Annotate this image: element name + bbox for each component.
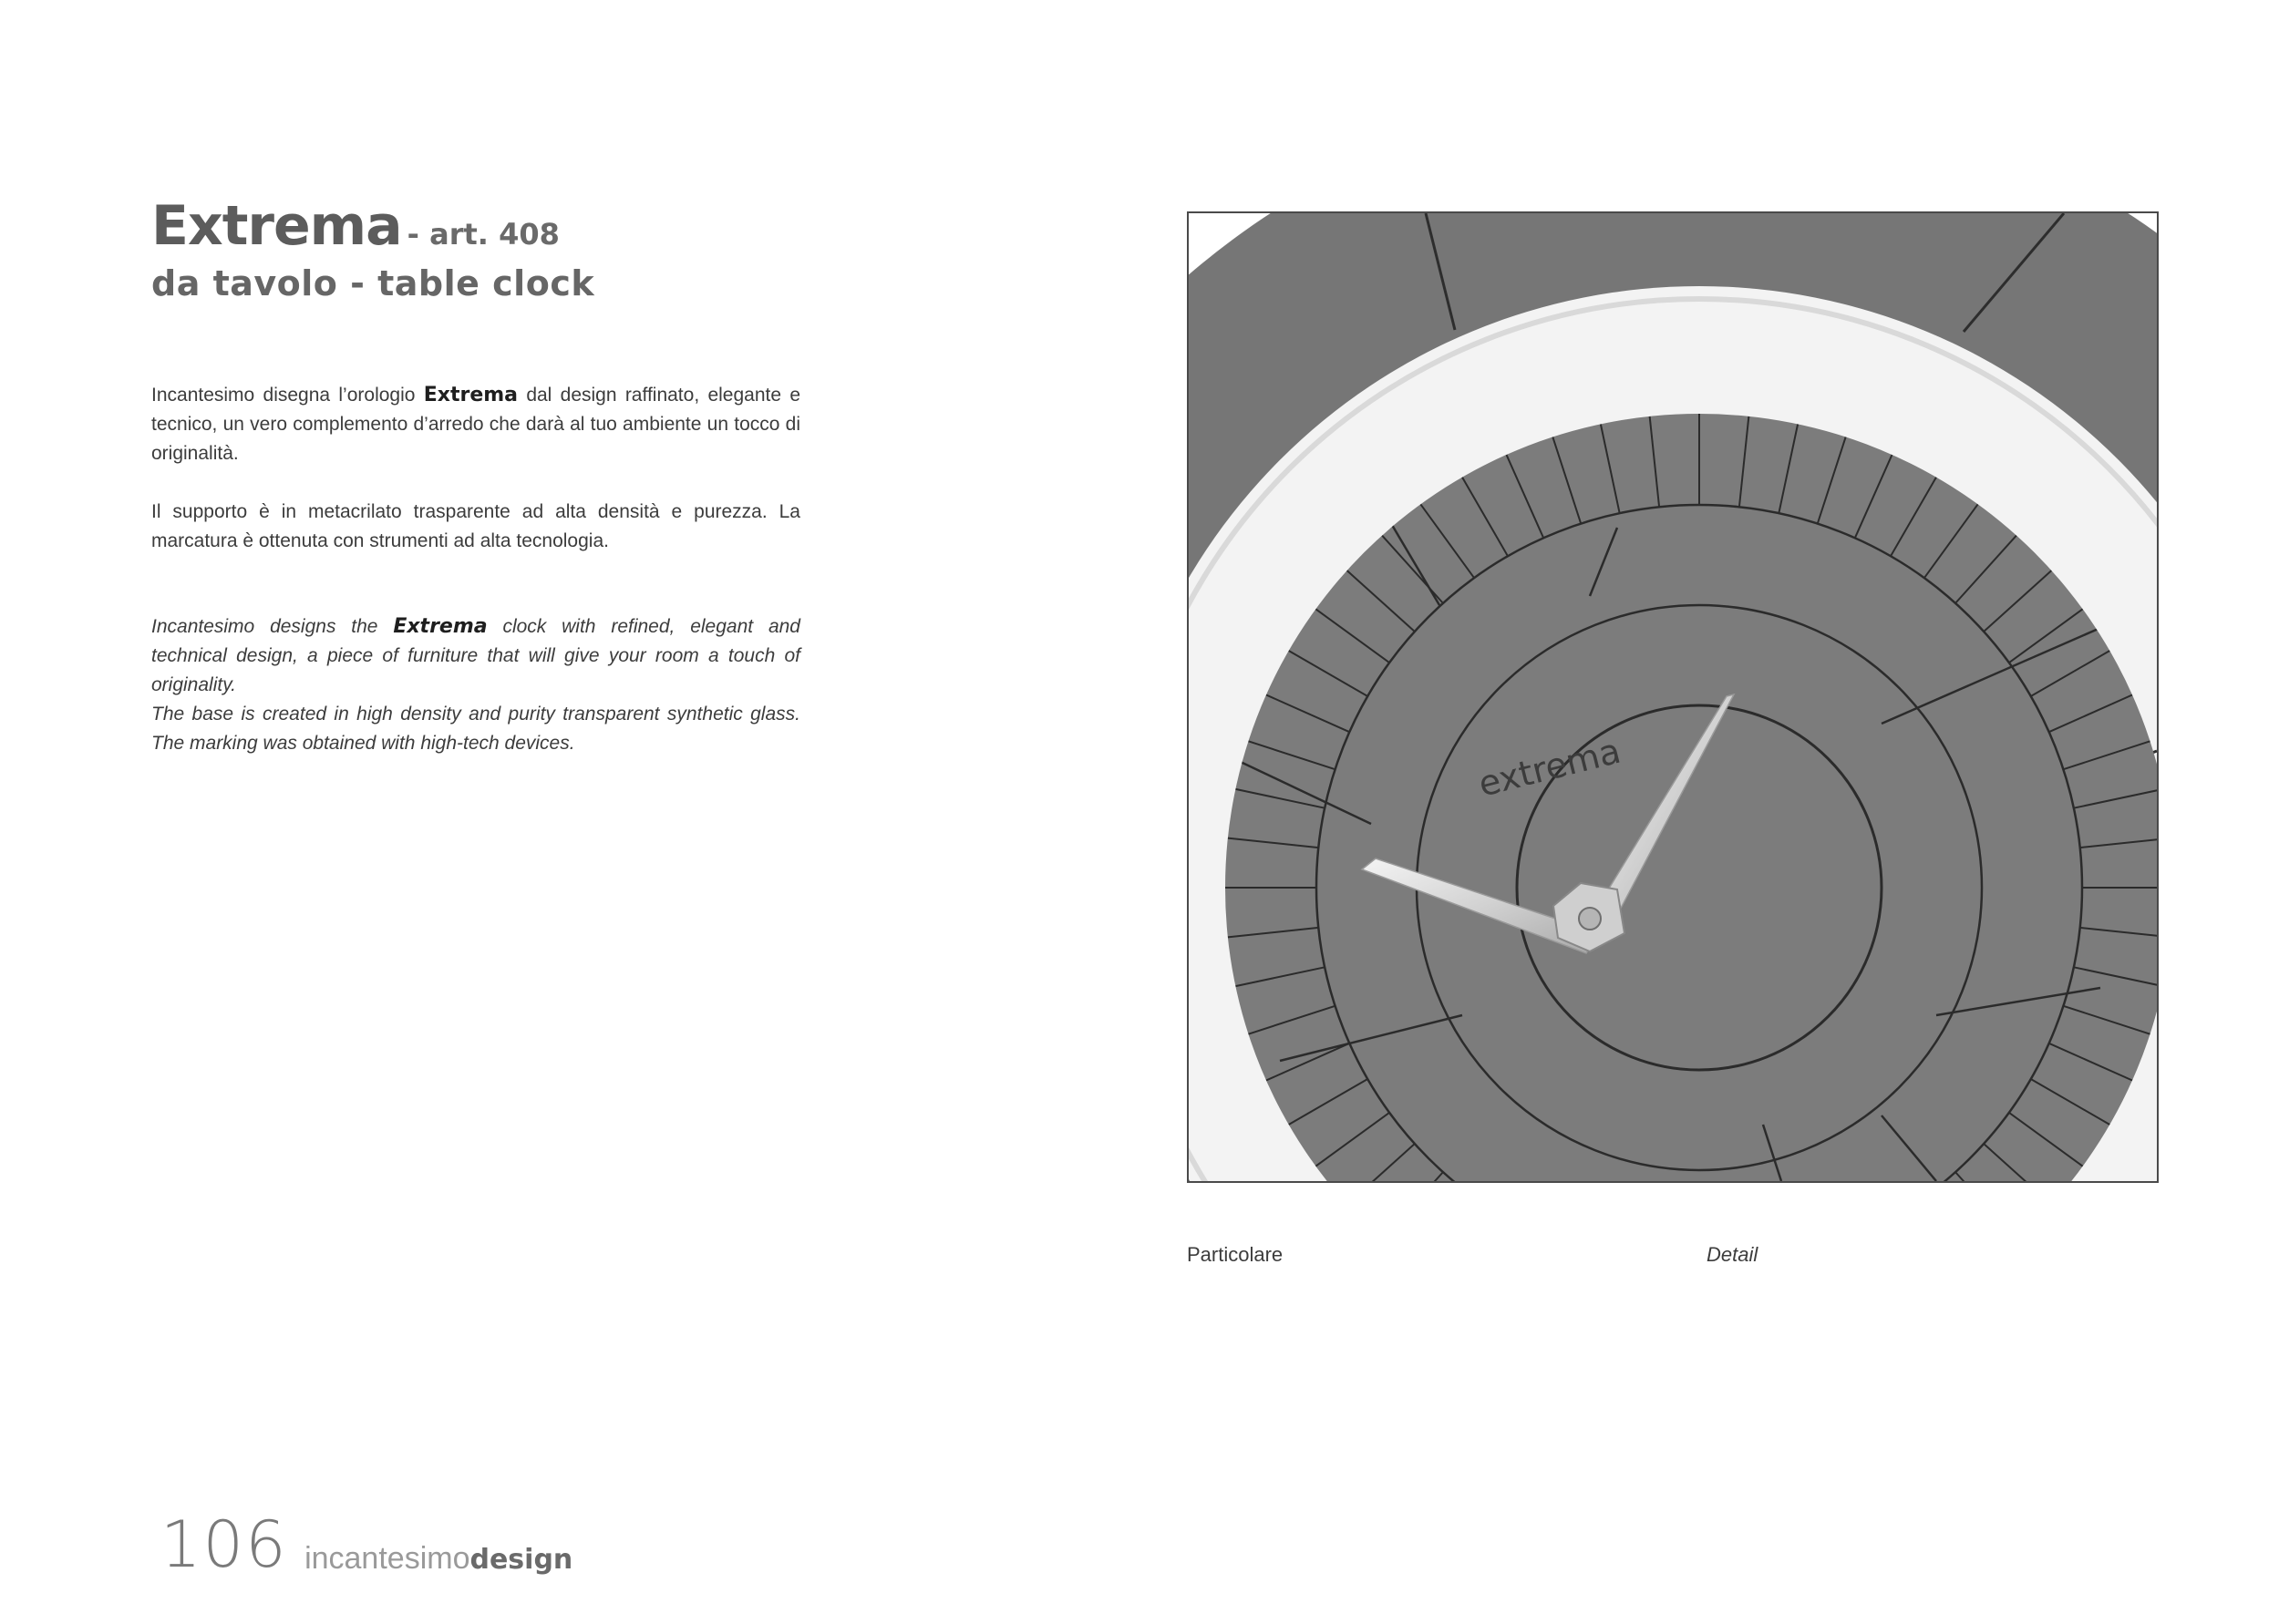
desc-it-text-b: dal design raffinato, elegante e tecnico, un vero complemento d’arredo che darà al tuo ambiente un tocco di originalità. — [151, 385, 800, 464]
caption-english: Detail — [1707, 1243, 1758, 1266]
desc-en-product-name: Extrema — [393, 615, 488, 638]
desc-it-text-c: Il supporto è in metacrilato trasparente ad alta densità e purezza. La marcatura è ottenuta con strumenti ad alta tecnologia. — [151, 501, 800, 551]
desc-en-text-b: clock with refined, elegant and technical design, a piece of furniture that will give your room a touch of originality. — [151, 616, 800, 695]
description-it-paragraph-2 — [151, 498, 800, 556]
dial-brand-mark: extrema — [1474, 730, 1625, 805]
article-number: - art. 408 — [407, 217, 560, 252]
description-it-paragraph-1 — [151, 381, 800, 468]
desc-en-text-a: Incantesimo designs the — [151, 616, 394, 637]
clock-detail-photo — [1187, 211, 2159, 1183]
product-title: Extrema — [151, 194, 402, 258]
product-subtitle: da tavolo - table clock — [151, 263, 595, 303]
desc-en-text-c: The base is created in high density and purity transparent synthetic glass. The marking was obtained with high-tech devices. — [151, 704, 800, 754]
description-en-paragraph-2 — [151, 700, 800, 758]
footer-brand-bold: design — [469, 1544, 573, 1576]
caption-italian: Particolare — [1187, 1243, 1284, 1266]
desc-it-text-a: Incantesimo disegna l’orologio — [151, 385, 424, 406]
page-footer — [160, 1507, 573, 1582]
footer-brand-light: incantesimo — [304, 1541, 470, 1576]
product-heading — [151, 194, 595, 303]
description-en-paragraph-1 — [151, 612, 800, 700]
product-title-line — [151, 194, 594, 258]
page-number: 106 — [160, 1507, 288, 1582]
desc-it-product-name: Extrema — [423, 384, 519, 406]
